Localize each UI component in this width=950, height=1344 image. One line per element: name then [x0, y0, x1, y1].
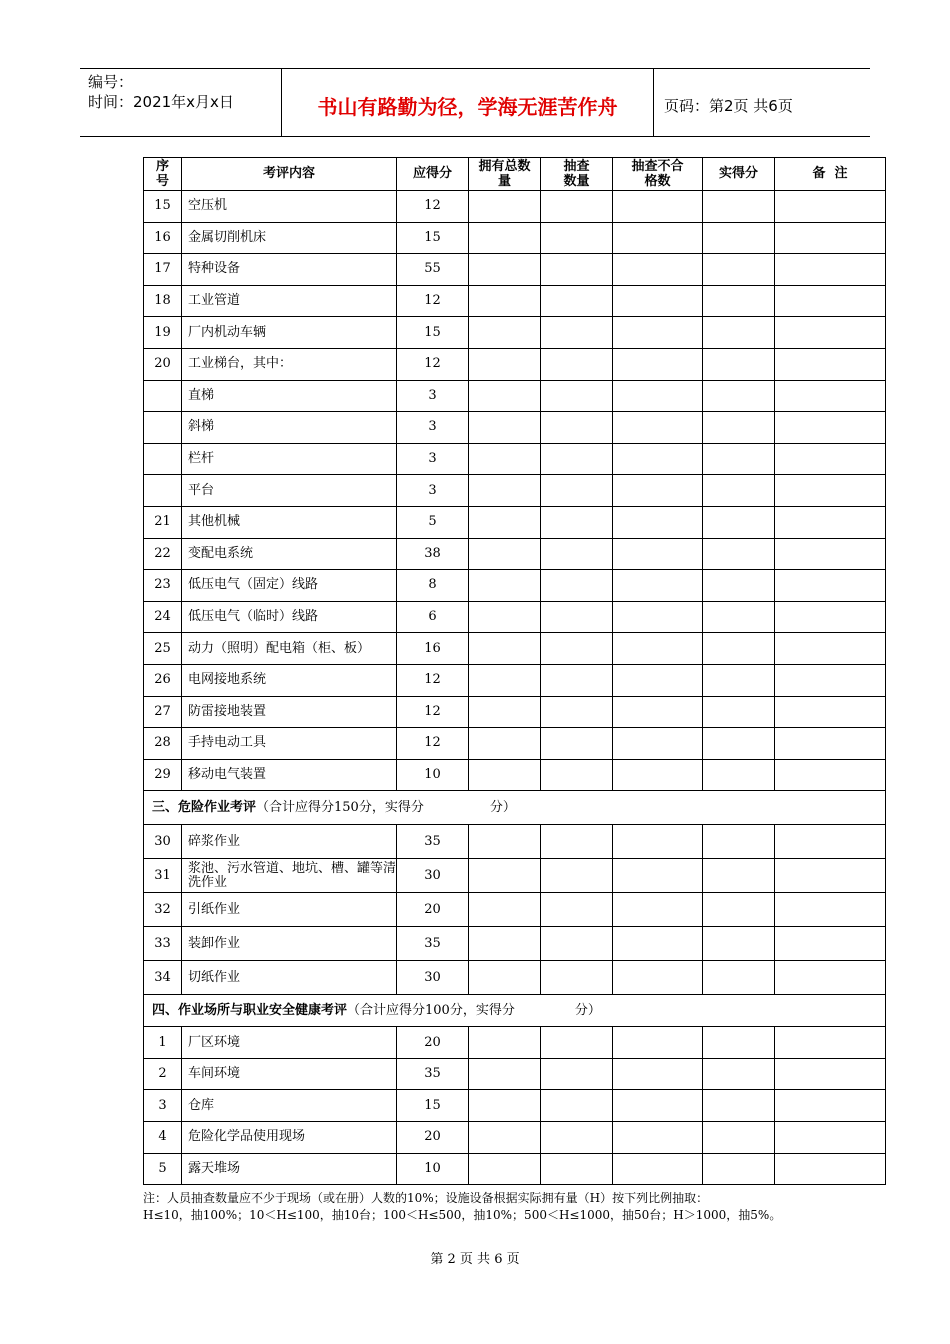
actual-score-cell — [703, 222, 775, 254]
failed-count-cell — [613, 601, 703, 633]
hazard-work-row — [144, 859, 886, 893]
sampled-count-cell — [541, 1027, 613, 1059]
section-4-header-row — [144, 995, 886, 1027]
col-header-remark: 备 注 — [775, 158, 886, 191]
failed-count-cell — [613, 633, 703, 665]
sampled-count-cell — [541, 285, 613, 317]
failed-count-cell — [613, 506, 703, 538]
failed-count-cell — [613, 927, 703, 961]
row-number: 20 — [144, 348, 182, 380]
owned-count-cell — [469, 759, 541, 791]
owned-count-cell — [469, 1153, 541, 1185]
owned-count-cell — [469, 1058, 541, 1090]
actual-score-cell — [703, 696, 775, 728]
failed-count-cell — [613, 222, 703, 254]
remark-cell — [775, 222, 886, 254]
row-points: 20 — [397, 1122, 469, 1154]
failed-count-cell — [613, 1058, 703, 1090]
row-points: 10 — [397, 1153, 469, 1185]
remark-cell — [775, 893, 886, 927]
row-points: 15 — [397, 317, 469, 349]
sampled-count-cell — [541, 759, 613, 791]
failed-count-cell — [613, 1090, 703, 1122]
owned-count-cell — [469, 728, 541, 760]
row-points: 30 — [397, 961, 469, 995]
row-number: 2 — [144, 1058, 182, 1090]
failed-count-cell — [613, 825, 703, 859]
row-number: 18 — [144, 285, 182, 317]
remark-cell — [775, 1058, 886, 1090]
remark-cell — [775, 570, 886, 602]
row-number: 33 — [144, 927, 182, 961]
equipment-row — [144, 443, 886, 475]
sampled-count-cell — [541, 664, 613, 696]
actual-score-cell — [703, 412, 775, 444]
header-motto-cell — [282, 69, 654, 136]
owned-count-cell — [469, 380, 541, 412]
failed-count-cell — [613, 191, 703, 223]
row-number: 16 — [144, 222, 182, 254]
remark-cell — [775, 191, 886, 223]
actual-score-cell — [703, 348, 775, 380]
row-item: 低压电气（临时）线路 — [182, 601, 397, 633]
row-number: 1 — [144, 1027, 182, 1059]
row-item: 其他机械 — [182, 506, 397, 538]
row-item: 手持电动工具 — [182, 728, 397, 760]
owned-count-cell — [469, 191, 541, 223]
equipment-row — [144, 412, 886, 444]
row-item: 特种设备 — [182, 254, 397, 286]
page-footer: 第 2 页 共 6 页 — [430, 1252, 520, 1267]
row-item: 平台 — [182, 475, 397, 507]
col-header-actual: 实得分 — [703, 158, 775, 191]
owned-count-cell — [469, 348, 541, 380]
col-header-owned: 拥有总数量 — [469, 158, 541, 191]
actual-score-cell — [703, 475, 775, 507]
sampled-count-cell — [541, 1153, 613, 1185]
row-points: 12 — [397, 728, 469, 760]
row-item: 斜梯 — [182, 412, 397, 444]
failed-count-cell — [613, 538, 703, 570]
section-3-summary-start: （合计应得分150分，实得分 — [256, 799, 424, 815]
actual-score-cell — [703, 759, 775, 791]
sampled-count-cell — [541, 380, 613, 412]
header-page-cell — [654, 69, 870, 136]
actual-score-cell — [703, 317, 775, 349]
sampled-count-cell — [541, 412, 613, 444]
sampled-count-cell — [541, 1122, 613, 1154]
row-points: 35 — [397, 1058, 469, 1090]
owned-count-cell — [469, 285, 541, 317]
remark-cell — [775, 664, 886, 696]
equipment-row — [144, 696, 886, 728]
row-item: 金属切削机床 — [182, 222, 397, 254]
row-points: 38 — [397, 538, 469, 570]
actual-score-cell — [703, 633, 775, 665]
actual-score-cell — [703, 1058, 775, 1090]
remark-cell — [775, 506, 886, 538]
sampled-count-cell — [541, 633, 613, 665]
row-number: 22 — [144, 538, 182, 570]
owned-count-cell — [469, 506, 541, 538]
row-points: 12 — [397, 348, 469, 380]
row-item: 露天堆场 — [182, 1153, 397, 1185]
row-item: 切纸作业 — [182, 961, 397, 995]
row-item: 工业管道 — [182, 285, 397, 317]
workplace-row — [144, 1153, 886, 1185]
sampled-count-cell — [541, 601, 613, 633]
workplace-row — [144, 1122, 886, 1154]
hazard-work-row — [144, 825, 886, 859]
equipment-row — [144, 285, 886, 317]
sampled-count-cell — [541, 696, 613, 728]
row-points: 16 — [397, 633, 469, 665]
header-motto: 书山有路勤为径，学海无涯苦作舟 — [317, 95, 618, 119]
section-4-summary-end: 分） — [574, 1002, 601, 1018]
row-number: 21 — [144, 506, 182, 538]
row-points: 15 — [397, 222, 469, 254]
sampled-count-cell — [541, 728, 613, 760]
col-header-failed: 抽查不合格数 — [613, 158, 703, 191]
row-number: 5 — [144, 1153, 182, 1185]
remark-cell — [775, 1122, 886, 1154]
owned-count-cell — [469, 254, 541, 286]
failed-count-cell — [613, 254, 703, 286]
actual-score-cell — [703, 506, 775, 538]
actual-score-cell — [703, 601, 775, 633]
owned-count-cell — [469, 859, 541, 893]
row-points: 3 — [397, 380, 469, 412]
failed-count-cell — [613, 348, 703, 380]
row-item: 仓库 — [182, 1090, 397, 1122]
row-item: 空压机 — [182, 191, 397, 223]
equipment-row — [144, 759, 886, 791]
equipment-row — [144, 222, 886, 254]
failed-count-cell — [613, 696, 703, 728]
actual-score-cell — [703, 285, 775, 317]
row-item: 工业梯台，其中： — [182, 348, 397, 380]
row-number: 24 — [144, 601, 182, 633]
failed-count-cell — [613, 1027, 703, 1059]
row-item: 低压电气（固定）线路 — [182, 570, 397, 602]
owned-count-cell — [469, 412, 541, 444]
failed-count-cell — [613, 443, 703, 475]
failed-count-cell — [613, 859, 703, 893]
row-item: 厂区环境 — [182, 1027, 397, 1059]
row-points: 20 — [397, 893, 469, 927]
actual-score-cell — [703, 538, 775, 570]
failed-count-cell — [613, 380, 703, 412]
header-meta — [80, 69, 282, 136]
remark-cell — [775, 317, 886, 349]
remark-cell — [775, 1027, 886, 1059]
actual-score-cell — [703, 1122, 775, 1154]
row-points: 12 — [397, 191, 469, 223]
owned-count-cell — [469, 1090, 541, 1122]
section-4-header — [144, 995, 886, 1027]
equipment-row — [144, 475, 886, 507]
remark-cell — [775, 601, 886, 633]
remark-cell — [775, 961, 886, 995]
equipment-row — [144, 633, 886, 665]
remark-cell — [775, 1153, 886, 1185]
failed-count-cell — [613, 893, 703, 927]
remark-cell — [775, 254, 886, 286]
sampled-count-cell — [541, 191, 613, 223]
remark-cell — [775, 475, 886, 507]
actual-score-cell — [703, 1027, 775, 1059]
sampled-count-cell — [541, 893, 613, 927]
equipment-row — [144, 601, 886, 633]
failed-count-cell — [613, 728, 703, 760]
actual-score-cell — [703, 570, 775, 602]
row-number — [144, 475, 182, 507]
owned-count-cell — [469, 633, 541, 665]
col-header-item: 考评内容 — [182, 158, 397, 191]
col-header-no: 序号 — [144, 158, 182, 191]
actual-score-cell — [703, 961, 775, 995]
row-item: 装卸作业 — [182, 927, 397, 961]
actual-score-cell — [703, 859, 775, 893]
remark-cell — [775, 927, 886, 961]
failed-count-cell — [613, 1153, 703, 1185]
row-number — [144, 412, 182, 444]
remark-cell — [775, 538, 886, 570]
failed-count-cell — [613, 475, 703, 507]
remark-cell — [775, 633, 886, 665]
owned-count-cell — [469, 538, 541, 570]
col-header-sampled: 抽查数量 — [541, 158, 613, 191]
failed-count-cell — [613, 1122, 703, 1154]
table-note — [143, 1190, 781, 1224]
sampled-count-cell — [541, 927, 613, 961]
col-header-points: 应得分 — [397, 158, 469, 191]
sampled-count-cell — [541, 1058, 613, 1090]
remark-cell — [775, 285, 886, 317]
row-number: 23 — [144, 570, 182, 602]
owned-count-cell — [469, 443, 541, 475]
owned-count-cell — [469, 961, 541, 995]
remark-cell — [775, 1090, 886, 1122]
row-number: 3 — [144, 1090, 182, 1122]
sampled-count-cell — [541, 254, 613, 286]
sampled-count-cell — [541, 538, 613, 570]
workplace-row — [144, 1090, 886, 1122]
row-number: 17 — [144, 254, 182, 286]
equipment-row — [144, 728, 886, 760]
owned-count-cell — [469, 601, 541, 633]
actual-score-cell — [703, 254, 775, 286]
header-page-number: 页码：第2页 共6页 — [664, 97, 793, 115]
row-item: 变配电系统 — [182, 538, 397, 570]
sampled-count-cell — [541, 1090, 613, 1122]
row-number: 19 — [144, 317, 182, 349]
sampled-count-cell — [541, 961, 613, 995]
failed-count-cell — [613, 961, 703, 995]
owned-count-cell — [469, 475, 541, 507]
row-number: 28 — [144, 728, 182, 760]
sampled-count-cell — [541, 475, 613, 507]
row-points: 20 — [397, 1027, 469, 1059]
row-item: 防雷接地装置 — [182, 696, 397, 728]
actual-score-cell — [703, 664, 775, 696]
evaluation-table — [143, 157, 886, 1185]
owned-count-cell — [469, 696, 541, 728]
equipment-row — [144, 664, 886, 696]
page-header — [80, 68, 870, 137]
remark-cell — [775, 696, 886, 728]
row-item: 车间环境 — [182, 1058, 397, 1090]
row-points: 3 — [397, 412, 469, 444]
actual-score-cell — [703, 927, 775, 961]
row-number — [144, 380, 182, 412]
failed-count-cell — [613, 285, 703, 317]
row-number: 26 — [144, 664, 182, 696]
actual-score-cell — [703, 825, 775, 859]
row-points: 55 — [397, 254, 469, 286]
failed-count-cell — [613, 412, 703, 444]
sampled-count-cell — [541, 570, 613, 602]
owned-count-cell — [469, 570, 541, 602]
equipment-row — [144, 348, 886, 380]
row-number: 31 — [144, 859, 182, 893]
sampled-count-cell — [541, 859, 613, 893]
note-line-1: 注：人员抽查数量应不少于现场（或在册）人数的10%；设施设备根据实际拥有量（H）按下列比例抽取： — [143, 1191, 709, 1205]
row-number: 15 — [144, 191, 182, 223]
actual-score-cell — [703, 380, 775, 412]
row-points: 12 — [397, 285, 469, 317]
actual-score-cell — [703, 443, 775, 475]
sampled-count-cell — [541, 506, 613, 538]
row-item: 栏杆 — [182, 443, 397, 475]
remark-cell — [775, 728, 886, 760]
remark-cell — [775, 859, 886, 893]
workplace-row — [144, 1058, 886, 1090]
document-number-label: 编号： — [88, 73, 134, 91]
sampled-count-cell — [541, 348, 613, 380]
row-item: 电网接地系统 — [182, 664, 397, 696]
remark-cell — [775, 759, 886, 791]
owned-count-cell — [469, 222, 541, 254]
row-number: 34 — [144, 961, 182, 995]
row-number: 29 — [144, 759, 182, 791]
equipment-row — [144, 317, 886, 349]
sampled-count-cell — [541, 443, 613, 475]
note-line-2: H≤10，抽100%；10＜H≤100，抽10台；100＜H≤500，抽10%；500＜H≤1000，抽50台；H＞1000，抽5%。 — [143, 1208, 782, 1222]
row-item: 厂内机动车辆 — [182, 317, 397, 349]
remark-cell — [775, 412, 886, 444]
owned-count-cell — [469, 664, 541, 696]
row-item: 移动电气装置 — [182, 759, 397, 791]
row-points: 35 — [397, 927, 469, 961]
failed-count-cell — [613, 664, 703, 696]
row-item: 引纸作业 — [182, 893, 397, 927]
row-number: 4 — [144, 1122, 182, 1154]
row-number: 32 — [144, 893, 182, 927]
row-item: 碎浆作业 — [182, 825, 397, 859]
equipment-row — [144, 538, 886, 570]
row-points: 5 — [397, 506, 469, 538]
row-number — [144, 443, 182, 475]
row-points: 3 — [397, 443, 469, 475]
remark-cell — [775, 380, 886, 412]
section-3-title: 三、危险作业考评 — [152, 799, 257, 815]
actual-score-cell — [703, 191, 775, 223]
workplace-row — [144, 1027, 886, 1059]
failed-count-cell — [613, 317, 703, 349]
row-points: 30 — [397, 859, 469, 893]
failed-count-cell — [613, 759, 703, 791]
owned-count-cell — [469, 1122, 541, 1154]
row-points: 12 — [397, 664, 469, 696]
equipment-row — [144, 570, 886, 602]
section-4-summary-start: （合计应得分100分，实得分 — [347, 1002, 515, 1018]
row-item: 危险化学品使用现场 — [182, 1122, 397, 1154]
remark-cell — [775, 348, 886, 380]
owned-count-cell — [469, 1027, 541, 1059]
owned-count-cell — [469, 825, 541, 859]
sampled-count-cell — [541, 825, 613, 859]
hazard-work-row — [144, 961, 886, 995]
row-points: 35 — [397, 825, 469, 859]
equipment-row — [144, 191, 886, 223]
failed-count-cell — [613, 570, 703, 602]
section-3-summary-end: 分） — [489, 799, 516, 815]
row-item: 直梯 — [182, 380, 397, 412]
row-item: 浆池、污水管道、地坑、槽、罐等清洗作业 — [182, 859, 397, 893]
row-number: 30 — [144, 825, 182, 859]
table-header-row — [144, 158, 886, 191]
actual-score-cell — [703, 728, 775, 760]
equipment-row — [144, 254, 886, 286]
equipment-row — [144, 380, 886, 412]
owned-count-cell — [469, 317, 541, 349]
sampled-count-cell — [541, 317, 613, 349]
row-points: 10 — [397, 759, 469, 791]
owned-count-cell — [469, 893, 541, 927]
document-time-label: 时间：2021年x月x日 — [88, 93, 234, 111]
row-points: 3 — [397, 475, 469, 507]
hazard-work-row — [144, 927, 886, 961]
remark-cell — [775, 443, 886, 475]
row-number: 27 — [144, 696, 182, 728]
section-3-header — [144, 791, 886, 825]
row-item: 动力（照明）配电箱（柜、板） — [182, 633, 397, 665]
row-number: 25 — [144, 633, 182, 665]
section-4-title: 四、作业场所与职业安全健康考评 — [152, 1002, 348, 1018]
remark-cell — [775, 825, 886, 859]
actual-score-cell — [703, 1153, 775, 1185]
row-points: 8 — [397, 570, 469, 602]
row-points: 12 — [397, 696, 469, 728]
actual-score-cell — [703, 1090, 775, 1122]
owned-count-cell — [469, 927, 541, 961]
actual-score-cell — [703, 893, 775, 927]
section-3-header-row — [144, 791, 886, 825]
sampled-count-cell — [541, 222, 613, 254]
hazard-work-row — [144, 893, 886, 927]
row-points: 15 — [397, 1090, 469, 1122]
row-points: 6 — [397, 601, 469, 633]
equipment-row — [144, 506, 886, 538]
